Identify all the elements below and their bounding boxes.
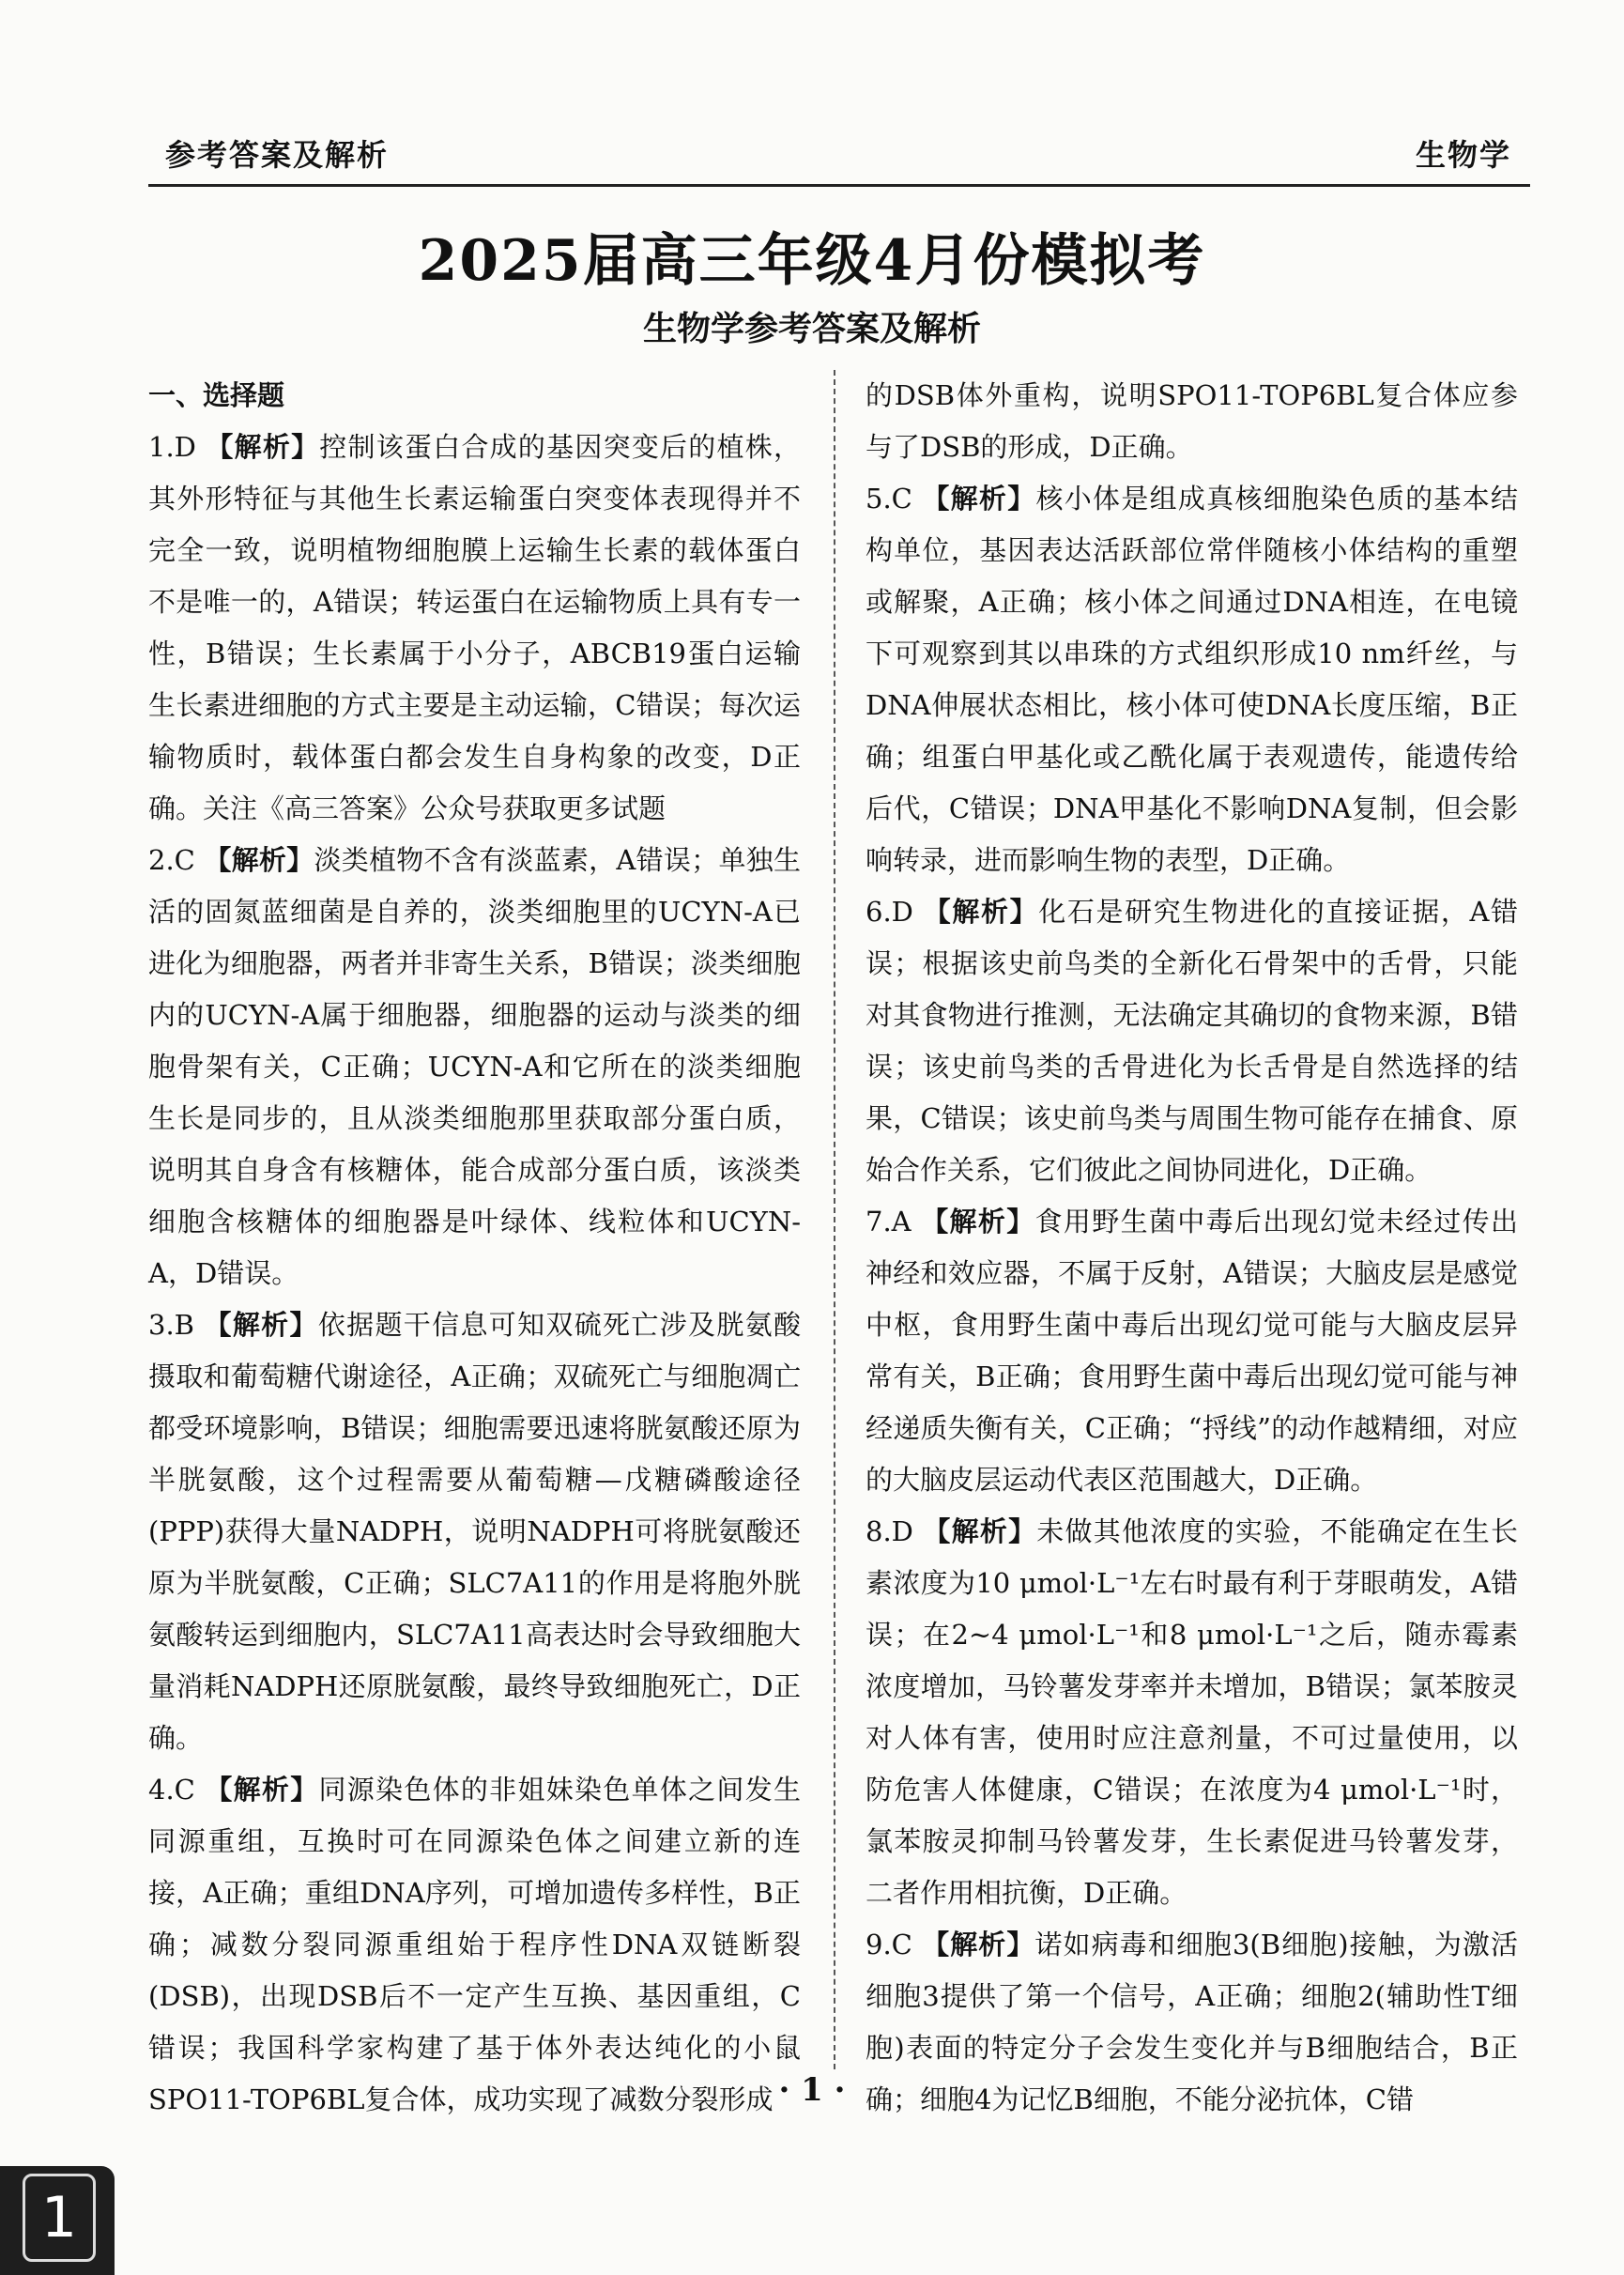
page-subtitle: 生物学参考答案及解析: [642, 310, 981, 348]
header-subject: 生物学: [1415, 137, 1511, 173]
answer-number: 7.A: [866, 1206, 912, 1237]
page-number: · 1 ·: [778, 2071, 846, 2109]
answer-text: 淡类植物不含有淡蓝素，A错误；单独生活的固氮蓝细菌是自养的，淡类细胞里的UCYN-A已进化为细胞器，两者并非寄生关系，B错误；淡类细胞内的UCYN-A属于细胞器，细胞器的运动与淡类的细胞骨架有关，C正确；UCYN-A和它所在的淡类细胞生长是同步的，且从淡类细胞那里获取部分蛋白质，说明其自身含有核糖体，能合成部分蛋白质，该淡类细胞含核糖体的细胞器是叶绿体、线粒体和UCYN-A，D错误。: [148, 844, 801, 1289]
analysis-tag: 【解析】: [206, 431, 320, 463]
answer-item: [148, 422, 801, 835]
answer-text: 同源染色体的非姐妹染色单体之间发生同源重组，互换时可在同源染色体之间建立新的连接，A正确；重组DNA序列，可增加遗传多样性，B正确；减数分裂同源重组始于程序性DNA双链断裂(DSB)，出现DSB后不一定产生互换、基因重组，C错误；我国科学家构建了基于体外表达纯化的小鼠SPO11-TOP6BL复合体，成功实现了减数分裂形成: [148, 1774, 801, 2115]
header-left-title: 参考答案及解析: [165, 137, 390, 173]
analysis-tag: 【解析】: [922, 1929, 1035, 1960]
answer-text: 未做其他浓度的实验，不能确定在生长素浓度为10 μmol·L⁻¹左右时最有利于芽眼萌发，A错误；在2~4 μmol·L⁻¹和8 μmol·L⁻¹之后，随赤霉素浓度增加，马铃薯发芽率并未增加，B错误；氯苯胺灵对人体有害，使用时应注意剂量，不可过量使用，以防危害人体健康，C错误；在浓度为4 μmol·L⁻¹时，氯苯胺灵抑制马铃薯发芽，生长素促进马铃薯发芽，二者作用相抗衡，D正确。: [866, 1515, 1518, 1909]
header-rule: [148, 184, 1530, 187]
answer-number: 1.D: [148, 431, 196, 463]
answer-number: 4.C: [148, 1774, 195, 1806]
answer-item: [866, 473, 1518, 886]
answer-item: [866, 886, 1518, 1196]
answer-number: 6.D: [866, 896, 913, 928]
answer-number: 3.B: [148, 1309, 194, 1341]
analysis-tag: 【解析】: [205, 1774, 319, 1806]
analysis-tag: 【解析】: [923, 896, 1039, 928]
corner-page-number: 1: [23, 2174, 96, 2262]
answer-text: 核小体是组成真核细胞染色质的基本结构单位，基因表达活跃部位常伴随核小体结构的重塑或解聚，A正确；核小体之间通过DNA相连，在电镜下可观察到其以串珠的方式组织形成10 nm纤丝，与DNA伸展状态相比，核小体可使DNA长度压缩，B正确；组蛋白甲基化或乙酰化属于表观遗传，能遗传给后代，C错误；DNA甲基化不影响DNA复制，但会影响转录，进而影响生物的表型，D正确。: [866, 483, 1518, 876]
left-column: [148, 370, 801, 2126]
answer-item: [148, 1299, 801, 1764]
analysis-tag: 【解析】: [204, 1309, 318, 1341]
answer-text: 食用野生菌中毒后出现幻觉未经过传出神经和效应器，不属于反射，A错误；大脑皮层是感觉中枢，食用野生菌中毒后出现幻觉可能与大脑皮层异常有关，B正确；食用野生菌中毒后出现幻觉可能与神经递质失衡有关，C正确；“捋线”的动作越精细，对应的大脑皮层运动代表区范围越大，D正确。: [866, 1206, 1518, 1496]
answer-continuation: 的DSB体外重构，说明SPO11-TOP6BL复合体应参与了DSB的形成，D正确。: [866, 379, 1518, 463]
answer-text: 诺如病毒和细胞3(B细胞)接触，为激活细胞3提供了第一个信号，A正确；细胞2(辅助性T细胞)表面的特定分子会发生变化并与B细胞结合，B正确；细胞4为记忆B细胞，不能分泌抗体，C错: [866, 1929, 1518, 2115]
answer-number: 5.C: [866, 483, 912, 515]
answer-text: 控制该蛋白合成的基因突变后的植株，其外形特征与其他生长素运输蛋白突变体表现得并不完全一致，说明植物细胞膜上运输生长素的载体蛋白不是唯一的，A错误；转运蛋白在运输物质上具有专一性，B错误；生长素属于小分子，ABCB19蛋白运输生长素进细胞的方式主要是主动运输，C错误；每次运输物质时，载体蛋白都会发生自身构象的改变，D正确。关注《高三答案》公众号获取更多试题: [148, 431, 801, 824]
answer-item: [866, 1196, 1518, 1506]
analysis-tag: 【解析】: [921, 1206, 1035, 1237]
answer-number: 9.C: [866, 1929, 912, 1960]
answer-number: 2.C: [148, 844, 195, 876]
page-corner-badge: [0, 2166, 115, 2275]
page-title: 2025届高三年级4月份模拟考: [418, 228, 1206, 294]
answer-text: 依据题干信息可知双硫死亡涉及胱氨酸摄取和葡萄糖代谢途径，A正确；双硫死亡与细胞凋亡都受环境影响，B错误；细胞需要迅速将胱氨酸还原为半胱氨酸，这个过程需要从葡萄糖—戊糖磷酸途径(PPP)获得大量NADPH，说明NADPH可将胱氨酸还原为半胱氨酸，C正确；SLC7A11的作用是将胞外胱氨酸转运到细胞内，SLC7A11高表达时会导致细胞大量消耗NADPH还原胱氨酸，最终导致细胞死亡，D正确。: [148, 1309, 801, 1754]
answer-text: 化石是研究生物进化的直接证据，A错误；根据该史前鸟类的全新化石骨架中的舌骨，只能对其食物进行推测，无法确定其确切的食物来源，B错误；该史前鸟类的舌骨进化为长舌骨是自然选择的结果，C错误；该史前鸟类与周围生物可能存在捕食、原始合作关系，它们彼此之间协同进化，D正确。: [866, 896, 1518, 1186]
answer-number: 8.D: [866, 1515, 913, 1547]
answer-item: [148, 835, 801, 1299]
right-column: [866, 370, 1518, 2126]
analysis-tag: 【解析】: [922, 483, 1036, 515]
column-divider: [834, 370, 835, 2069]
answer-item: [866, 1506, 1518, 1919]
analysis-tag: 【解析】: [204, 844, 314, 876]
analysis-tag: 【解析】: [923, 1515, 1037, 1547]
section-heading: 一、选择题: [148, 379, 285, 411]
